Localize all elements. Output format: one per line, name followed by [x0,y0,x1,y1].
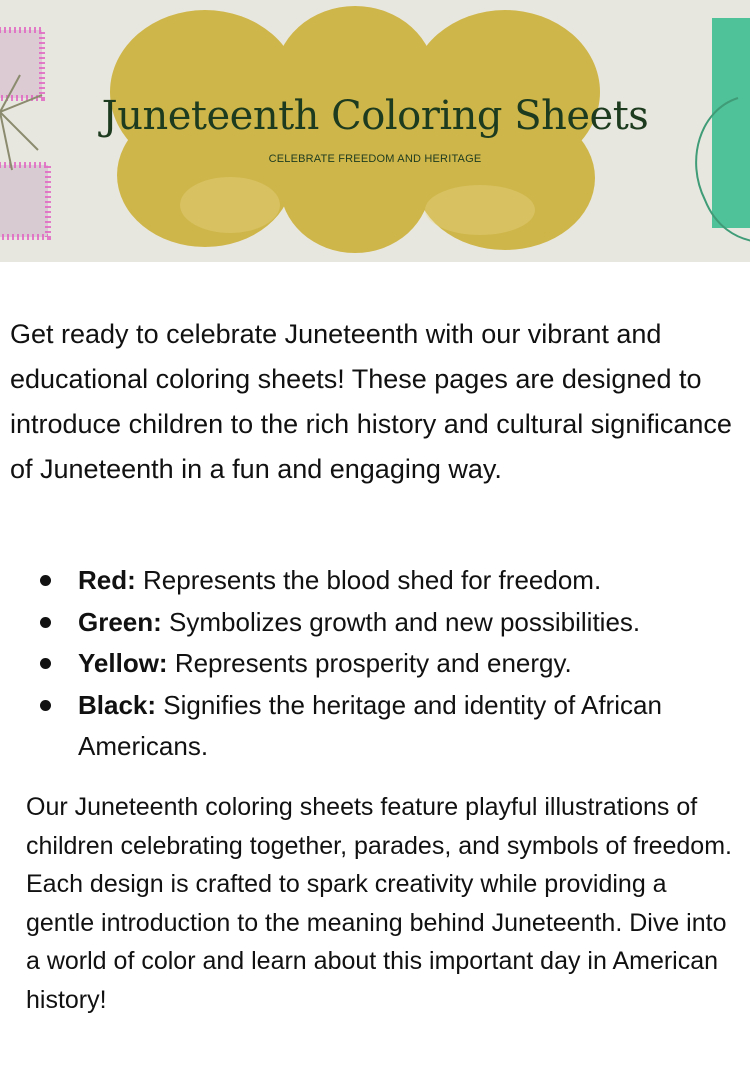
color-description: Signifies the heritage and identity of African Americans. [78,689,662,761]
color-description: Represents the blood shed for freedom. [143,565,602,595]
header-banner [0,0,750,262]
color-label: Black: [78,689,164,720]
list-item [40,643,740,685]
color-description: Symbolizes growth and new possibilities. [169,606,641,637]
page-title: Juneteenth Coloring Sheets [101,93,649,139]
bullet-icon [40,575,51,586]
pink-square-top [0,30,42,98]
color-description: Represents prosperity and energy. [174,648,572,678]
list-item [40,602,740,644]
color-meaning-list [40,560,740,768]
color-label: Green: [78,606,170,637]
intro-paragraph: Get ready to celebrate Juneteenth with our vibrant and educational coloring sheets! These pages are designed to introduce children to the rich history and cultural significance of Juneteenth in a fun and engaging way. [10,319,732,484]
page-subtitle: CELEBRATE FREEDOM AND HERITAGE [268,153,482,165]
pink-square-bottom [0,165,48,237]
bullet-icon [40,617,51,628]
color-label: Red: [78,565,143,595]
bullet-icon [40,700,51,711]
list-item [40,560,740,602]
outro-paragraph: Our Juneteenth coloring sheets feature playful illustrations of children celebrating together, parades, and symbols of freedom. Each design is crafted to spark creativity while providing a gentle introduction to the meaning behind Juneteenth. Dive into a world of color and learn about this important day in American history! [26,793,732,1014]
color-label: Yellow: [78,648,175,678]
list-item [40,685,740,768]
bullet-icon [40,658,51,669]
